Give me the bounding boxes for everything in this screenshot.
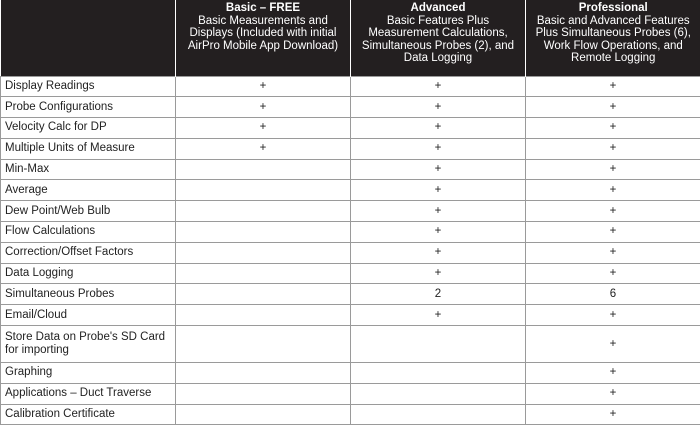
table-row <box>1 201 700 222</box>
table-row <box>1 326 700 363</box>
advanced-cell: + <box>351 201 526 222</box>
table-row <box>1 263 700 284</box>
feature-cell: Average <box>1 180 176 201</box>
advanced-cell: + <box>351 159 526 180</box>
feature-cell: Store Data on Probe's SD Card for importing <box>1 326 176 363</box>
basic-cell: + <box>176 118 351 139</box>
professional-cell: + <box>526 118 700 139</box>
basic-cell <box>176 363 351 384</box>
professional-cell: + <box>526 97 700 118</box>
advanced-cell: + <box>351 180 526 201</box>
feature-cell: Flow Calculations <box>1 222 176 243</box>
feature-cell: Multiple Units of Measure <box>1 138 176 159</box>
professional-cell: 6 <box>526 284 700 305</box>
feature-cell: Correction/Offset Factors <box>1 242 176 263</box>
advanced-cell: + <box>351 76 526 97</box>
header-professional-description: Basic and Advanced Features Plus Simultaneous Probes (6), Work Flow Operations, and Remote Logging <box>535 14 691 64</box>
professional-cell: + <box>526 263 700 284</box>
feature-cell: Probe Configurations <box>1 97 176 118</box>
basic-cell <box>176 159 351 180</box>
advanced-cell: + <box>351 97 526 118</box>
feature-cell: Velocity Calc for DP <box>1 118 176 139</box>
header-basic <box>176 0 351 76</box>
feature-cell: Simultaneous Probes <box>1 284 176 305</box>
header-advanced-title: Advanced <box>410 2 466 14</box>
advanced-cell: + <box>351 118 526 139</box>
advanced-cell: + <box>351 305 526 326</box>
basic-cell <box>176 180 351 201</box>
table-row <box>1 97 700 118</box>
header-professional <box>526 0 700 76</box>
basic-cell: + <box>176 76 351 97</box>
professional-cell: + <box>526 305 700 326</box>
professional-cell: + <box>526 326 700 363</box>
header-row <box>1 0 700 76</box>
basic-cell <box>176 201 351 222</box>
basic-cell <box>176 242 351 263</box>
feature-cell: Dew Point/Web Bulb <box>1 201 176 222</box>
table-row <box>1 138 700 159</box>
header-professional-title: Professional <box>578 2 648 14</box>
basic-cell: + <box>176 97 351 118</box>
header-advanced-description: Basic Features Plus Measurement Calculations, Simultaneous Probes (2), and Data Logging <box>361 14 515 64</box>
table-row <box>1 284 700 305</box>
table-row <box>1 242 700 263</box>
table-row <box>1 222 700 243</box>
header-basic-description: Basic Measurements and Displays (Included with initial AirPro Mobile App Download) <box>187 14 339 52</box>
header-feature-column <box>1 0 176 76</box>
advanced-cell: + <box>351 222 526 243</box>
advanced-cell: + <box>351 138 526 159</box>
feature-cell: Graphing <box>1 363 176 384</box>
table-row <box>1 383 700 404</box>
basic-cell <box>176 222 351 243</box>
basic-cell <box>176 383 351 404</box>
feature-cell: Min-Max <box>1 159 176 180</box>
professional-cell: + <box>526 201 700 222</box>
advanced-cell <box>351 326 526 363</box>
professional-cell: + <box>526 404 700 425</box>
advanced-cell: + <box>351 242 526 263</box>
table-row <box>1 76 700 97</box>
basic-cell: + <box>176 138 351 159</box>
professional-cell: + <box>526 76 700 97</box>
feature-cell: Calibration Certificate <box>1 404 176 425</box>
basic-cell <box>176 326 351 363</box>
professional-cell: + <box>526 138 700 159</box>
table-row <box>1 180 700 201</box>
table-row <box>1 159 700 180</box>
feature-cell: Applications – Duct Traverse <box>1 383 176 404</box>
professional-cell: + <box>526 180 700 201</box>
advanced-cell: + <box>351 263 526 284</box>
professional-cell: + <box>526 159 700 180</box>
feature-cell: Email/Cloud <box>1 305 176 326</box>
basic-cell <box>176 404 351 425</box>
advanced-cell <box>351 383 526 404</box>
professional-cell: + <box>526 242 700 263</box>
basic-cell <box>176 263 351 284</box>
advanced-cell: 2 <box>351 284 526 305</box>
table-row <box>1 305 700 326</box>
table-row <box>1 363 700 384</box>
professional-cell: + <box>526 363 700 384</box>
table-row <box>1 404 700 425</box>
table-row <box>1 118 700 139</box>
basic-cell <box>176 305 351 326</box>
feature-cell: Display Readings <box>1 76 176 97</box>
professional-cell: + <box>526 222 700 243</box>
professional-cell: + <box>526 383 700 404</box>
header-advanced <box>351 0 526 76</box>
basic-cell <box>176 284 351 305</box>
header-basic-title: Basic – FREE <box>225 2 301 14</box>
advanced-cell <box>351 404 526 425</box>
feature-cell: Data Logging <box>1 263 176 284</box>
advanced-cell <box>351 363 526 384</box>
